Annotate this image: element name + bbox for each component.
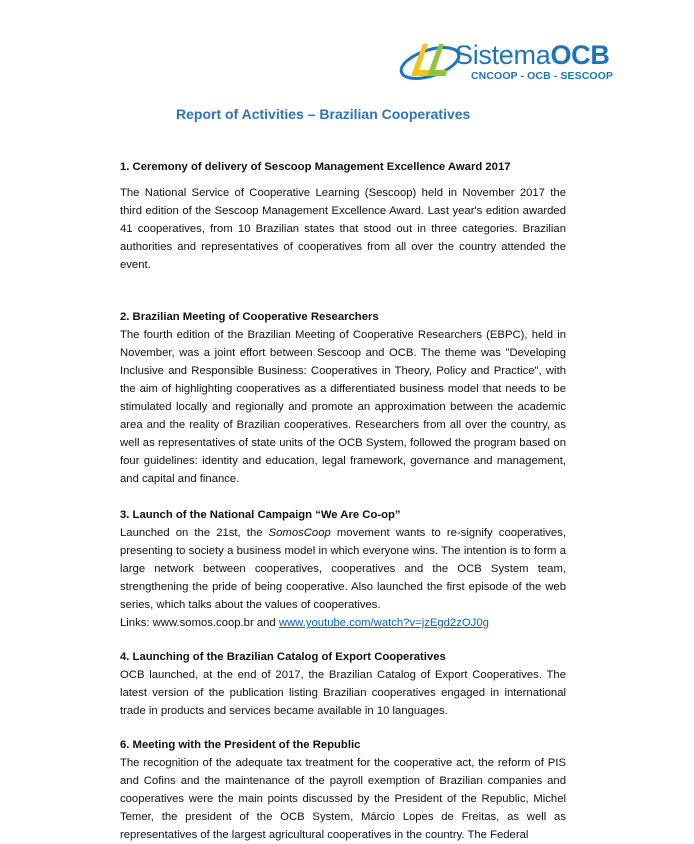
section-body bbox=[120, 524, 566, 614]
section-body: The National Service of Cooperative Learning (Sescoop) held in November 2017 the third edition of the Sescoop Management Excellence Award. Last year's edition awarded 41 cooperatives, from 10 Brazilian states that stood out in three categories. Brazilian authorities and representatives of cooperatives from all over the country attended the event. bbox=[120, 187, 566, 271]
logo-wordmark bbox=[455, 40, 610, 70]
section-heading: 1. Ceremony of delivery of Sescoop Management Excellence Award 2017 bbox=[120, 161, 511, 173]
section-heading: 3. Launch of the National Campaign “We Are Co-op” bbox=[120, 509, 401, 521]
body-text: movement wants to re-signify cooperatives, presenting to society a business model in which everyone wins. The intention is to form a large network between cooperatives, cooperatives and the OCB System team, strengthening the pride of being cooperative. Also launched the first episode of the web series, which talks about the values of cooperatives. bbox=[120, 527, 566, 611]
section-1 bbox=[120, 158, 566, 274]
section-heading: 2. Brazilian Meeting of Cooperative Researchers bbox=[120, 311, 379, 323]
logo-brand-bold: OCB bbox=[550, 40, 610, 70]
section-4 bbox=[120, 648, 566, 720]
logo-brand-light: Sistema bbox=[455, 40, 551, 70]
section-heading: 6. Meeting with the President of the Republic bbox=[120, 739, 361, 751]
document-body bbox=[120, 158, 566, 844]
document-title: Report of Activities – Brazilian Cooperatives bbox=[176, 106, 471, 122]
section-6 bbox=[120, 736, 566, 844]
section-body: OCB launched, at the end of 2017, the Brazilian Catalog of Export Cooperatives. The latest version of the publication listing Brazilian cooperatives engaged in international trade in products and services became available in 10 languages. bbox=[120, 669, 566, 717]
section-3 bbox=[120, 506, 566, 632]
section-body: The recognition of the adequate tax treatment for the cooperative act, the reform of PIS and Cofins and the maintenance of the payroll exemption of Brazilian companies and cooperatives were the main points discussed by the President of the Republic, Michel Temer, the president of the OCB System, Márcio Lopes de Freitas, as well as representatives of the largest agricultural cooperatives in the country. The Federal bbox=[120, 757, 566, 841]
section-body: The fourth edition of the Brazilian Meeting of Cooperative Researchers (EBPC), held in November, was a joint effort between Sescoop and OCB. The theme was "Developing Inclusive and Responsible Business: Cooperatives in Theory, Policy and Practice", with the aim of highlighting cooperatives as a differentiated business model that needs to be stimulated locally and regionally and promote an approximation between the academic area and the reality of Brazilian cooperatives. Researchers from all over the country, as well as representatives of state units of the OCB System, followed the program based on four guidelines: identity and education, legal framework, governance and management, and capital and finance. bbox=[120, 329, 566, 485]
logo-subtitle: CNCOOP - OCB - SESCOOP bbox=[471, 70, 614, 82]
sistema-ocb-logo bbox=[397, 36, 612, 90]
youtube-link[interactable]: www.youtube.com/watch?v=jzEgd2zOJ0g bbox=[278, 617, 489, 629]
body-text: Launched on the 21st, the bbox=[120, 527, 269, 539]
links-prefix: Links: www.somos.coop.br and bbox=[120, 617, 279, 629]
emphasis-text: SomosCoop bbox=[268, 527, 331, 539]
section-heading: 4. Launching of the Brazilian Catalog of Export Cooperatives bbox=[120, 651, 446, 663]
links-line bbox=[120, 614, 566, 632]
section-2 bbox=[120, 308, 566, 488]
